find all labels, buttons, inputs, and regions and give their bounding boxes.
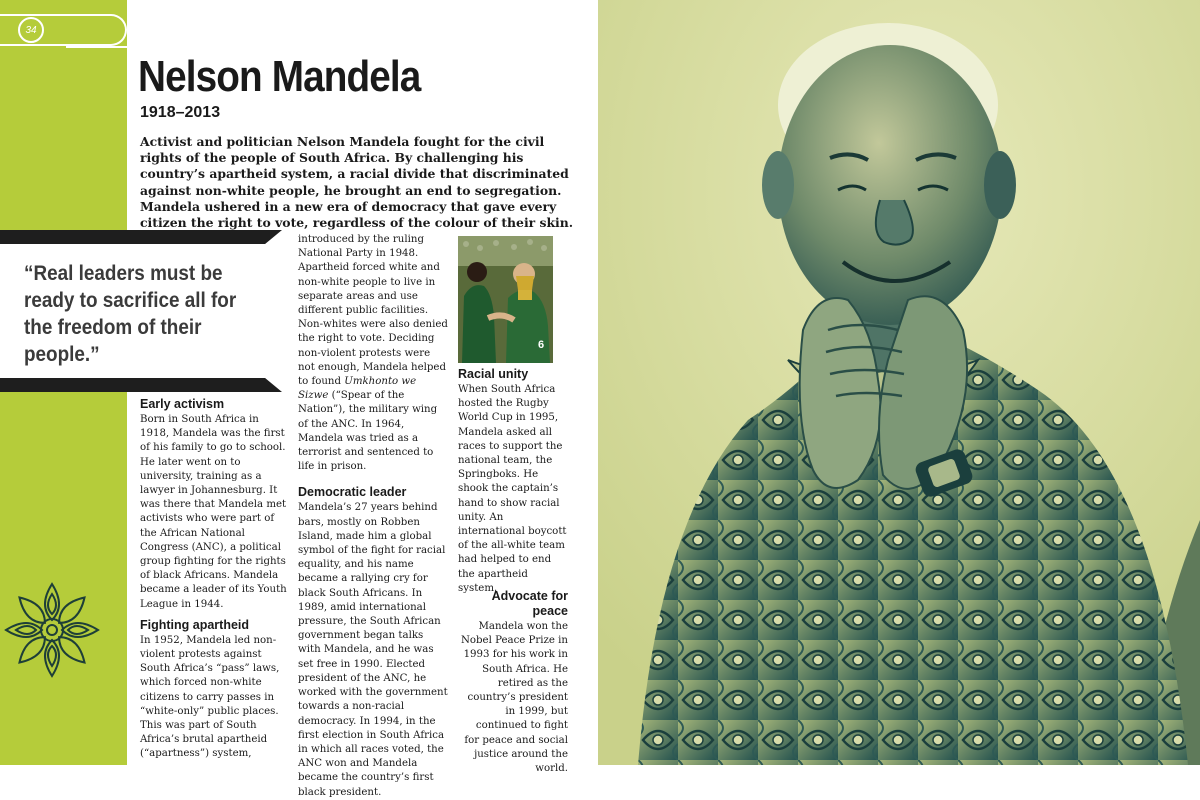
jersey-number: 6 <box>538 339 545 351</box>
quote-bar-top <box>0 230 282 244</box>
quote-callout <box>0 230 288 392</box>
body-early-activism: Born in South Africa in 1918, Mandela was the first of his family to go to school. He later went on to university, training as a lawyer in Johannesburg. It was there that Mandela met activists who were part of the African National Congress (ANC), a political group fighting for the rights of black Africans. Mandela became a leader of its Youth League in 1944. <box>140 414 287 610</box>
rugby-photo-illustration <box>458 236 553 363</box>
rugby-handshake-photo <box>458 236 553 363</box>
heading-advocate-for-peace: Advocate for peace <box>491 589 568 618</box>
page-title: Nelson Mandela <box>138 52 421 101</box>
page-number-badge: 34 <box>18 17 44 43</box>
heading-fighting-apartheid: Fighting apartheid <box>140 617 250 632</box>
life-dates: 1918–2013 <box>140 104 221 121</box>
quote-bar-bottom <box>0 378 282 392</box>
mandela-portrait-photo <box>598 0 1200 765</box>
text-apartheid-a: introduced by the ruling National Party in 1948. Apartheid forced white and non-white people to live in separate areas and use different public facilities. Non-whites were also denied the right to vote. Deciding non-violent protests were not enough, Mandela helped to found <box>298 234 448 388</box>
body-fighting-apartheid: In 1952, Mandela led non-violent protests against South Africa’s “pass” laws, which forced non-white citizens to carry passes in “white-only” public places. This was part of South Africa’s brutal apartheid (“apartness”) system, <box>140 634 280 760</box>
body-advocate-for-peace: Mandela won the Nobel Peace Prize in 1993 for his work in South Africa. He retired as the country’s president in 1999, but continued to fight for peace and social justice around the world. <box>460 621 568 775</box>
heading-democratic-leader: Democratic leader <box>298 485 407 500</box>
body-racial-unity: When South Africa hosted the Rugby World Cup in 1995, Mandela asked all races to support the national team, the Springboks. He shook the captain’s hand to show racial unity. An international boycott of the all-white team had helped to end the apartheid system. <box>458 384 567 594</box>
column-democratic-leader <box>298 233 448 800</box>
heading-early-activism: Early activism <box>140 397 225 411</box>
column-advocate-for-peace <box>458 589 568 776</box>
decorative-flower-icon <box>2 580 102 682</box>
heading-racial-unity: Racial unity <box>458 367 529 381</box>
portrait-illustration <box>598 0 1200 765</box>
text-apartheid-b: (“Spear of the Nation”), the military wing of the ANC. In 1964, Mandela was tried as a terrorist and sentenced to life in prison. <box>298 390 438 473</box>
quote-text: “Real leaders must be ready to sacrifice all for the freedom of their people.” <box>24 262 237 366</box>
body-democratic-leader: Mandela’s 27 years behind bars, mostly on Robben Island, made him a global symbol of the fight for racial equality, and his name became a rallying cry for black South Africans. In 1989, amid international pressure, the South African government began talks with Mandela, and he was set free in 1990. Elected president of the ANC, he worked with the government towards a non-racial democracy. In 1994, in the first election in South Africa in which all races voted, the ANC won and Mandela became the country’s first black president. <box>298 502 448 798</box>
text-umkhonto: Umkhonto we Sizwe <box>298 376 417 402</box>
body-apartheid-continued <box>298 233 448 474</box>
intro-paragraph: Activist and politician Nelson Mandela fought for the civil rights of the people of South Africa. By challenging his country’s apartheid system, a racial divide that discriminated against non-white people, he brought an end to segregation. Mandela ushered in a new era of democracy that gave every citizen the right to vote, regardless of the colour of their skin. <box>140 134 574 231</box>
column-early-activism <box>140 397 288 762</box>
column-racial-unity <box>458 367 568 596</box>
page-tab-line <box>66 46 127 48</box>
